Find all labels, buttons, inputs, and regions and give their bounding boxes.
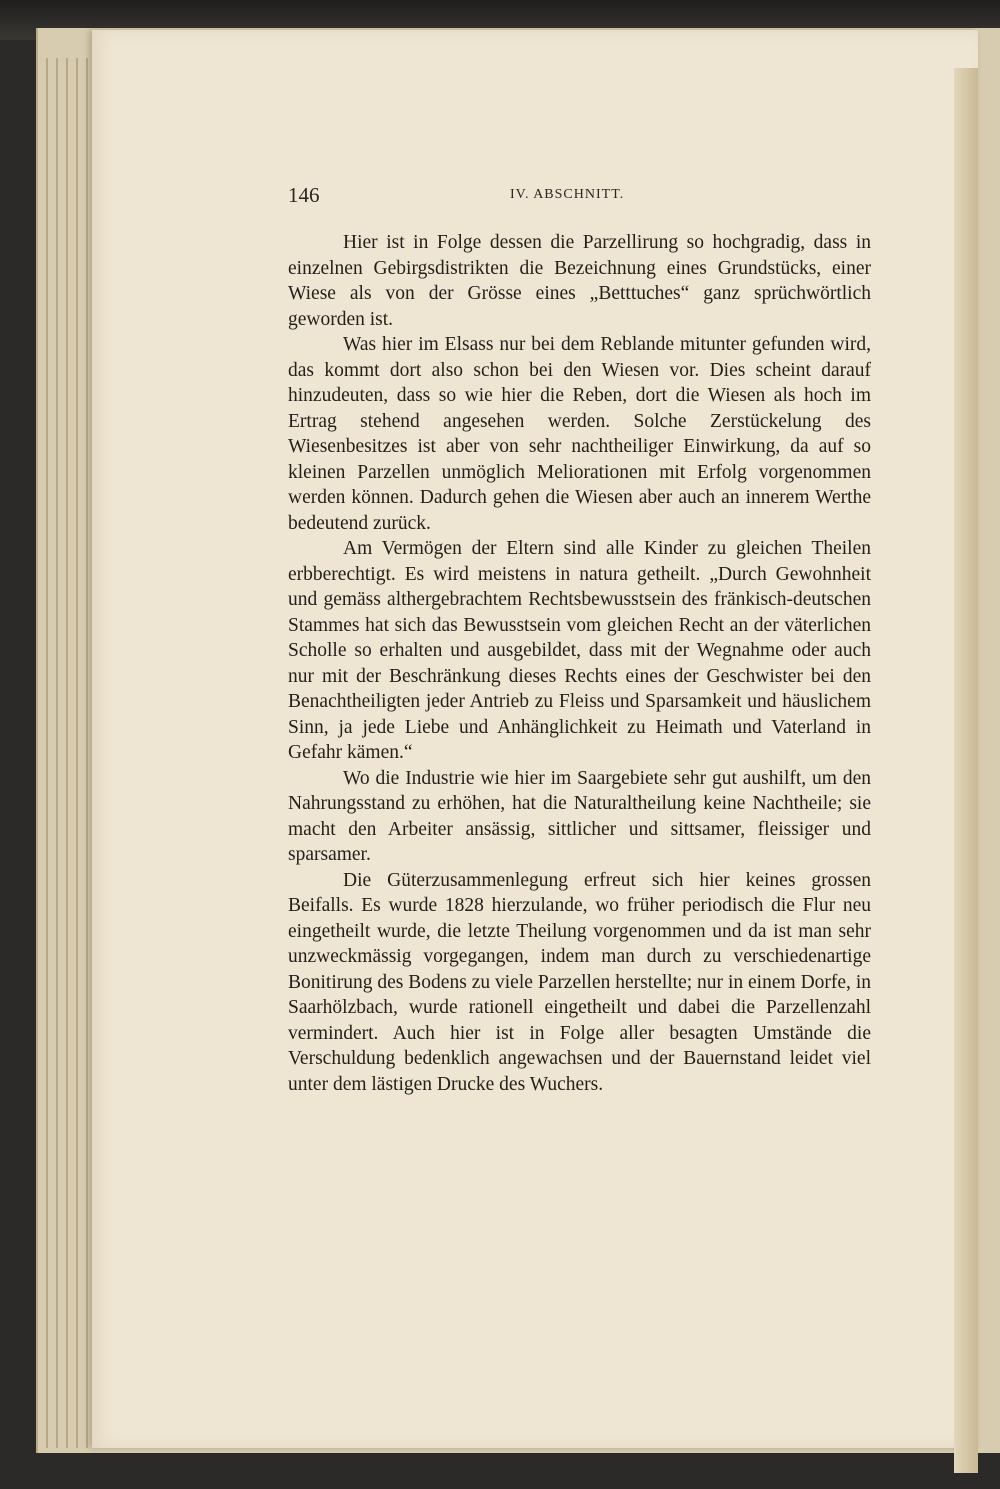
paragraph: Die Güterzusammenlegung erfreut sich hier keines grossen Beifalls. Es wurde 1828 hierzulande, wo früher periodisch die Flur neu eingetheilt wurde, die letzte Theilung vorgenommen und da ist man sehr unzweckmässig vorgegangen, indem man durch zu verschiedenartige Bonitirung des Bodens zu viele Parzellen herstellte; nur in einem Dorfe, in Saarhölzbach, wurde rationell eingetheilt und dabei die Parzellenzahl vermindert. Auch hier ist in Folge aller besagten Umstände die Verschuldung bedenklich angewachsen und der Bauernstand leidet viel unter dem lästigen Drucke des Wuchers.	[288, 869, 871, 1095]
paragraph: Hier ist in Folge dessen die Parzellirung so hochgradig, dass in einzelnen Gebirgsdistrikten die Bezeichnung eines Grundstücks, einer Wiese als von der Grösse eines „Betttuches“ ganz sprüchwörtlich geworden ist.	[288, 232, 871, 330]
page-right-edge	[954, 68, 978, 1473]
page-number: 146	[288, 183, 320, 207]
page-edge-line	[76, 58, 78, 1448]
paragraph: Am Vermögen der Eltern sind alle Kinder zu gleichen Theilen erbberechtigt. Es wird meistens in natura getheilt. „Durch Gewohnheit und gemäss althergebrachtem Rechtsbewusstsein des fränkisch-deutschen Stammes hat sich das Bewusstsein vom gleichen Recht an der väterlichen Scholle so erhalten und ausgebildet, dass mit der Wegnahme oder auch nur mit der Beschränkung dieses Rechts eines der Geschwister bei den Benachtheiligten jeder Antrieb zu Fleiss und Sparsamkeit und häuslichem Sinn, ja jede Liebe und Anhänglichkeit zu Heimath und Vaterland in Gefahr kämen.“	[288, 538, 871, 763]
page-edge-line	[66, 58, 68, 1448]
page-edge-line	[46, 58, 48, 1448]
paragraph: Wo die Industrie wie hier im Saargebiete sehr gut aushilft, um den Nahrungsstand zu erhöhen, hat die Naturaltheilung keine Nachtheile; sie macht den Arbeiter ansässig, sittlicher und sittsamer, fleissiger und sparsamer.	[288, 767, 871, 865]
page-header	[288, 183, 683, 211]
paragraph: Was hier im Elsass nur bei dem Reblande mitunter gefunden wird, das kommt dort also schon bei den Wiesen vor. Dies scheint darauf hinzudeuten, dass so wie hier die Reben, dort die Wiesen als hoch im Ertrag stehend angesehen werden. Solche Zerstückelung des Wiesenbesitzes ist aber von sehr nachtheiliger Einwirkung, da auf so kleinen Parzellen unmöglich Meliorationen mit Erfolg vorgenommen werden können. Dadurch gehen die Wiesen aber auch an innerem Werthe bedeutend zurück.	[288, 334, 871, 534]
page-edge-line	[56, 58, 58, 1448]
body-text	[288, 230, 871, 1097]
running-head: IV. ABSCHNITT.	[510, 187, 625, 202]
page-edge-line	[86, 58, 88, 1448]
